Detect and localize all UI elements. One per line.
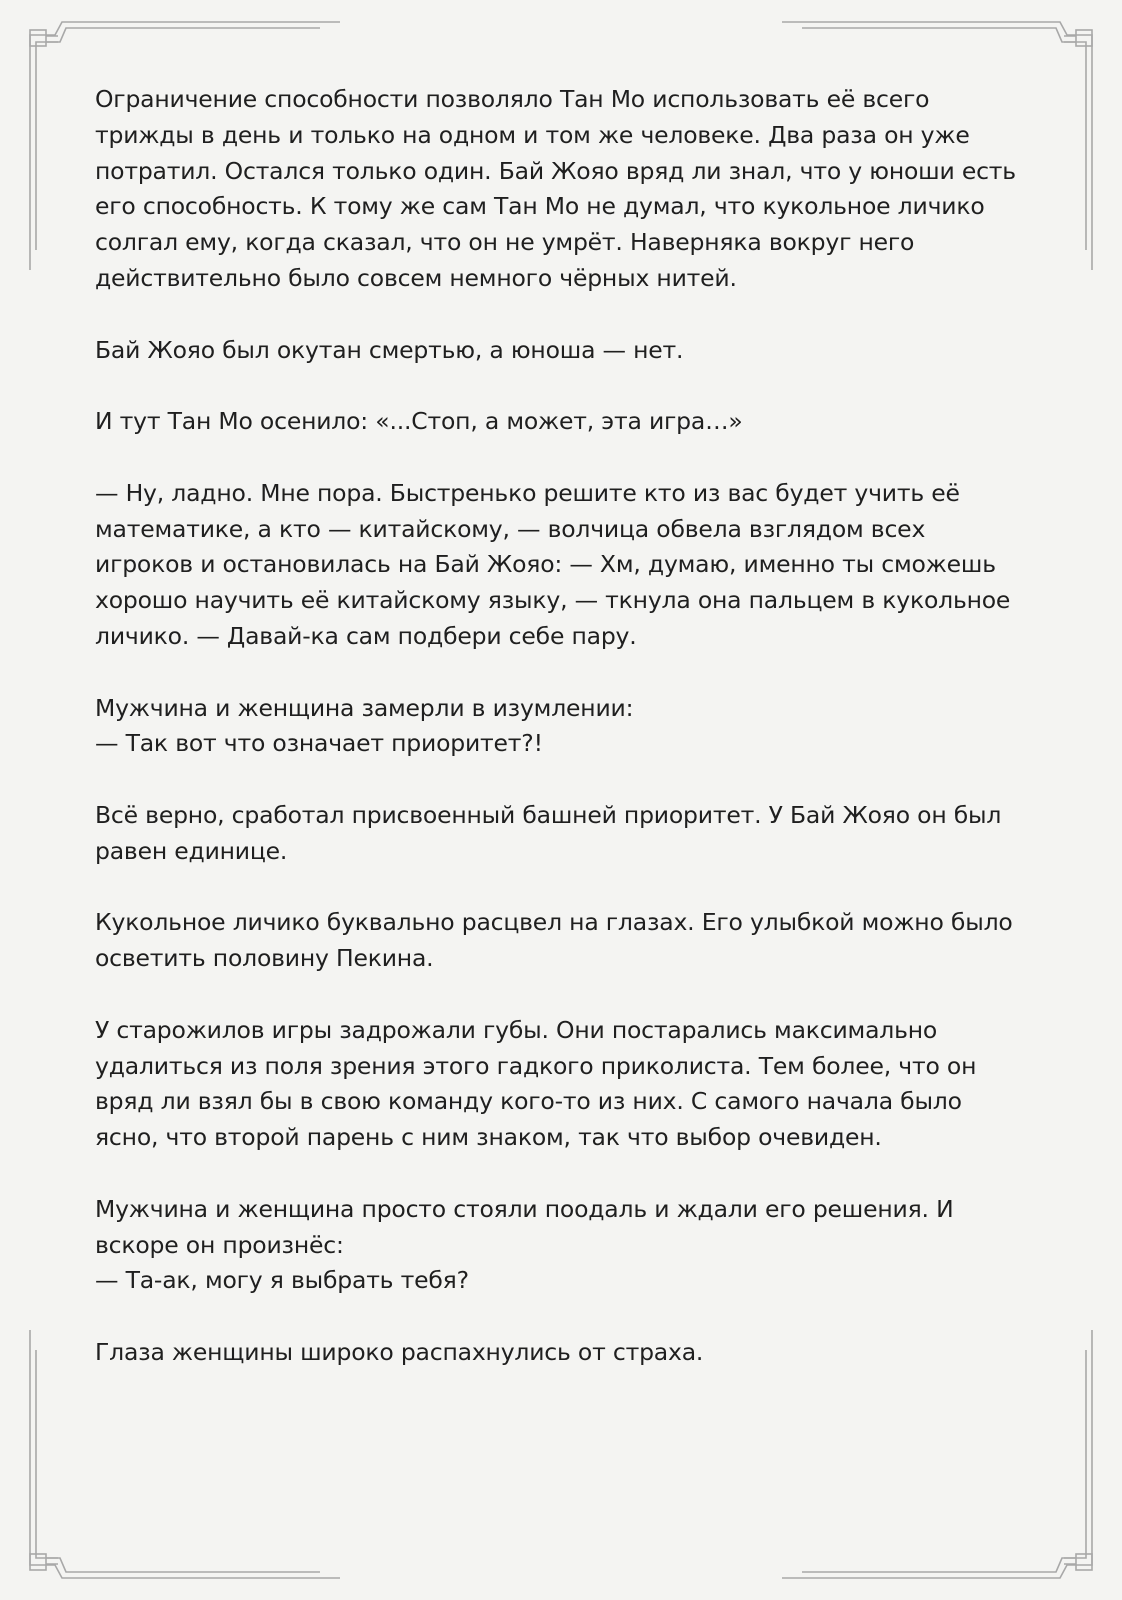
text-line: личико. — Давай-ка сам подбери себе пару. bbox=[95, 621, 637, 650]
text-line: Глаза женщины широко распахнулись от страха. bbox=[95, 1337, 704, 1366]
paragraph bbox=[95, 691, 1035, 763]
text-line: Ограничение способности позволяло Тан Мо использовать её всего bbox=[95, 85, 930, 113]
text-line: равен единице. bbox=[95, 836, 288, 865]
text-line: потратил. Остался только один. Бай Жояо вряд ли знал, что у юноши есть bbox=[95, 156, 1016, 185]
text-line: — Та-ак, могу я выбрать тебя? bbox=[95, 1266, 469, 1295]
text-line: ясно, что второй парень с ним знаком, так что выбор очевиден. bbox=[95, 1123, 882, 1152]
text-line: Мужчина и женщина просто стояли поодаль и ждали его решения. И bbox=[95, 1194, 954, 1223]
text-line: хорошо научить её китайскому языку, — ткнула она пальцем в кукольное bbox=[95, 586, 1011, 615]
text-line: вскоре он произнёс: bbox=[95, 1230, 344, 1259]
text-line: трижды в день и только на одном и том же человеке. Два раза он уже bbox=[95, 120, 970, 149]
paragraph bbox=[95, 798, 1035, 870]
text-line: игроков и остановилась на Бай Жояо: — Хм, думаю, именно ты сможешь bbox=[95, 550, 996, 579]
text-line: вряд ли взял бы в свою команду кого-то из них. С самого начала было bbox=[95, 1087, 962, 1116]
text-line: Кукольное личико буквально расцвел на глазах. Его улыбкой можно было bbox=[95, 908, 1013, 937]
paragraph bbox=[95, 905, 1035, 977]
text-line: — Ну, ладно. Мне пора. Быстренько решите кто из вас будет учить её bbox=[95, 478, 960, 507]
paragraph bbox=[95, 1192, 1035, 1299]
document-body bbox=[95, 82, 1035, 1406]
text-line: математике, а кто — китайскому, — волчица обвела взглядом всех bbox=[95, 514, 926, 543]
paragraph bbox=[95, 333, 1035, 369]
text-line: Всё верно, сработал присвоенный башней приоритет. У Бай Жояо он был bbox=[95, 800, 1002, 829]
text-line: действительно было совсем немного чёрных нитей. bbox=[95, 263, 737, 292]
text-line: удалиться из поля зрения этого гадкого приколиста. Тем более, что он bbox=[95, 1051, 977, 1080]
paragraph bbox=[95, 1013, 1035, 1156]
text-line: солгал ему, когда сказал, что он не умрёт. Наверняка вокруг него bbox=[95, 228, 915, 257]
text-line: Бай Жояо был окутан смертью, а юноша — нет. bbox=[95, 335, 684, 364]
paragraph bbox=[95, 476, 1035, 655]
paragraph bbox=[95, 82, 1035, 297]
text-line: У старожилов игры задрожали губы. Они постарались максимально bbox=[95, 1015, 938, 1044]
paragraph bbox=[95, 404, 1035, 440]
text-line: Мужчина и женщина замерли в изумлении: bbox=[95, 693, 634, 722]
text-line: его способность. К тому же сам Тан Мо не думал, что кукольное личико bbox=[95, 192, 985, 221]
text-line: — Так вот что означает приоритет?! bbox=[95, 729, 543, 758]
text-line: осветить половину Пекина. bbox=[95, 944, 434, 973]
text-line: И тут Тан Мо осенило: «...Стоп, а может, эта игра…» bbox=[95, 407, 743, 436]
paragraph bbox=[95, 1335, 1035, 1371]
